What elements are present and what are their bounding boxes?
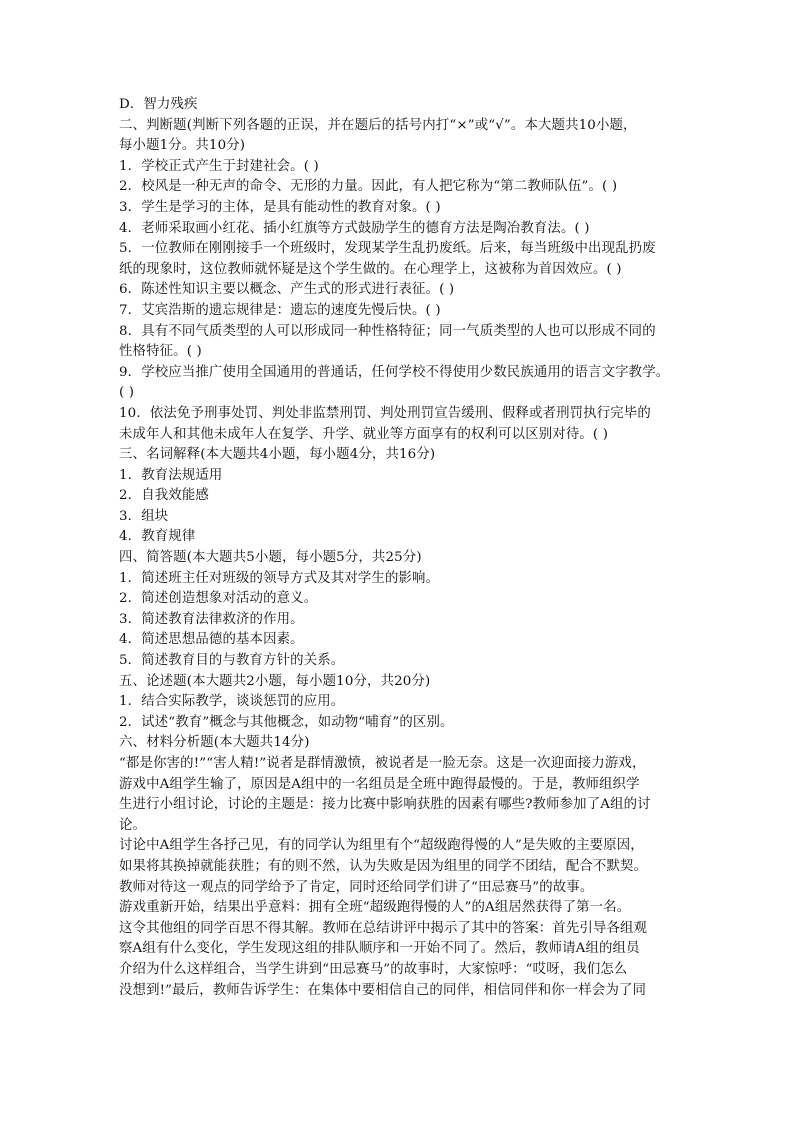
question-line: 8．具有不同气质类型的人可以形成同一种性格特征；同一气质类型的人也可以形成不同的 <box>119 323 656 339</box>
material-paragraph-line: 游戏中A组学生输了，原因是A组中的一名组员是全班中跑得最慢的。于是，教师组织学 <box>119 776 640 792</box>
question-line: ( ) <box>119 385 135 401</box>
question-line: 9．学校应当推广使用全国通用的普通话，任何学校不得使用少数民族通用的语言文字教学。 <box>119 364 670 380</box>
section-heading-material-analysis: 六、材料分析题(本大题共14分) <box>119 735 310 751</box>
material-paragraph-line: 介绍为什么这样组合，当学生讲到“田忌赛马”的故事时，大家惊呼：“哎呀，我们怎么 <box>119 961 628 977</box>
section-heading-essay: 五、论述题(本大题共2小题，每小题10分，共20分) <box>119 673 431 689</box>
question-line: 性格特征。( ) <box>119 344 202 360</box>
question-line: 2．自我效能感 <box>119 488 209 504</box>
question-line: 1．学校正式产生于封建社会。( ) <box>119 158 319 174</box>
question-line: 3．组块 <box>119 508 169 524</box>
material-paragraph-line: 论。 <box>119 817 147 833</box>
question-line: 1．简述班主任对班级的领导方式及其对学生的影响。 <box>119 570 440 586</box>
question-line: 纸的现象时，这位教师就怀疑是这个学生做的。在心理学上，这被称为首因效应。( ) <box>119 261 622 277</box>
question-line: 未成年人和其他未成年人在复学、升学、就业等方面享有的权利可以区别对待。( ) <box>119 426 609 442</box>
question-line: 4．简述思想品德的基本因素。 <box>119 632 304 648</box>
question-line: 5．简述教育目的与教育方针的关系。 <box>119 653 345 669</box>
question-line: 1．结合实际教学，谈谈惩罚的应用。 <box>119 694 345 710</box>
question-line: 10．依法免予刑事处罚、判处非监禁刑罚、判处刑罚宣告缓刑、假释或者刑罚执行完毕的 <box>119 405 651 421</box>
material-paragraph-line: 生进行小组讨论，讨论的主题是：接力比赛中影响获胜的因素有哪些?教师参加了A组的讨 <box>119 797 651 813</box>
material-paragraph-line: 如果将其换掉就能获胜；有的则不然，认为失败是因为组里的同学不团结，配合不默契。 <box>119 858 648 874</box>
material-paragraph-line: 教师对待这一观点的同学给予了肯定，同时还给同学们讲了“田忌赛马”的故事。 <box>119 879 594 895</box>
question-line: 2．校风是一种无声的命令、无形的力量。因此，有人把它称为“第二教师队伍”。( ) <box>119 179 618 195</box>
section-heading-terms: 三、名词解释(本大题共4小题，每小题4分，共16分) <box>119 447 436 463</box>
question-line: 2．简述创造想象对活动的意义。 <box>119 591 318 607</box>
section-heading-short-answer: 四、简答题(本大题共5小题，每小题5分，共25分) <box>119 550 422 566</box>
material-paragraph-line: 没想到!”最后，教师告诉学生：在集体中要相信自己的同伴，相信同伴和你一样会为了同 <box>119 982 647 998</box>
question-line: 3．简述教育法律救济的作用。 <box>119 611 304 627</box>
material-paragraph-line: 察A组有什么变化，学生发现这组的排队顺序和一开始不同了。然后，教师请A组的组员 <box>119 941 640 957</box>
option-d: D．智力残疾 <box>119 97 198 112</box>
question-line: 1．教育法规适用 <box>119 467 223 483</box>
material-paragraph-line: “都是你害的!”“害人精!”说者是群情激愤，被说者是一脸无奈。这是一次迎面接力游戏， <box>119 756 646 771</box>
question-line: 7．艾宾浩斯的遗忘规律是：遗忘的速度先慢后快。( ) <box>119 302 441 318</box>
material-paragraph-line: 这令其他组的同学百思不得其解。教师在总结讲评中揭示了其中的答案：首先引导各组观 <box>119 920 648 936</box>
question-line: 4．教育规律 <box>119 529 196 545</box>
question-line: 6．陈述性知识主要以概念、产生式的形式进行表征。( ) <box>119 282 455 298</box>
section-heading-true-false: 二、判断题(判断下列各题的正误，并在题后的括号内打“×”或“√”。本大题共10小题， <box>119 117 637 133</box>
material-paragraph-line: 游戏重新开始，结果出乎意料：拥有全班“超级跑得慢的人”的A组居然获得了第一名。 <box>119 900 631 916</box>
question-line: 2．试述“教育”概念与其他概念，如动物“哺育”的区别。 <box>119 714 454 730</box>
material-paragraph-line: 讨论中A组学生各抒己见，有的同学认为组里有个“超级跑得慢的人”是失败的主要原因， <box>119 838 644 854</box>
section-heading-true-false-cont: 每小题1分。共10分) <box>119 138 246 154</box>
document-body <box>119 95 685 1001</box>
question-line: 4．老师采取画小红花、插小红旗等方式鼓励学生的德育方法是陶冶教育法。( ) <box>119 220 590 236</box>
question-line: 3．学生是学习的主体，是具有能动性的教育对象。( ) <box>119 199 441 215</box>
question-line: 5．一位教师在刚刚接手一个班级时，发现某学生乱扔废纸。后来，每当班级中出现乱扔废 <box>119 241 656 257</box>
